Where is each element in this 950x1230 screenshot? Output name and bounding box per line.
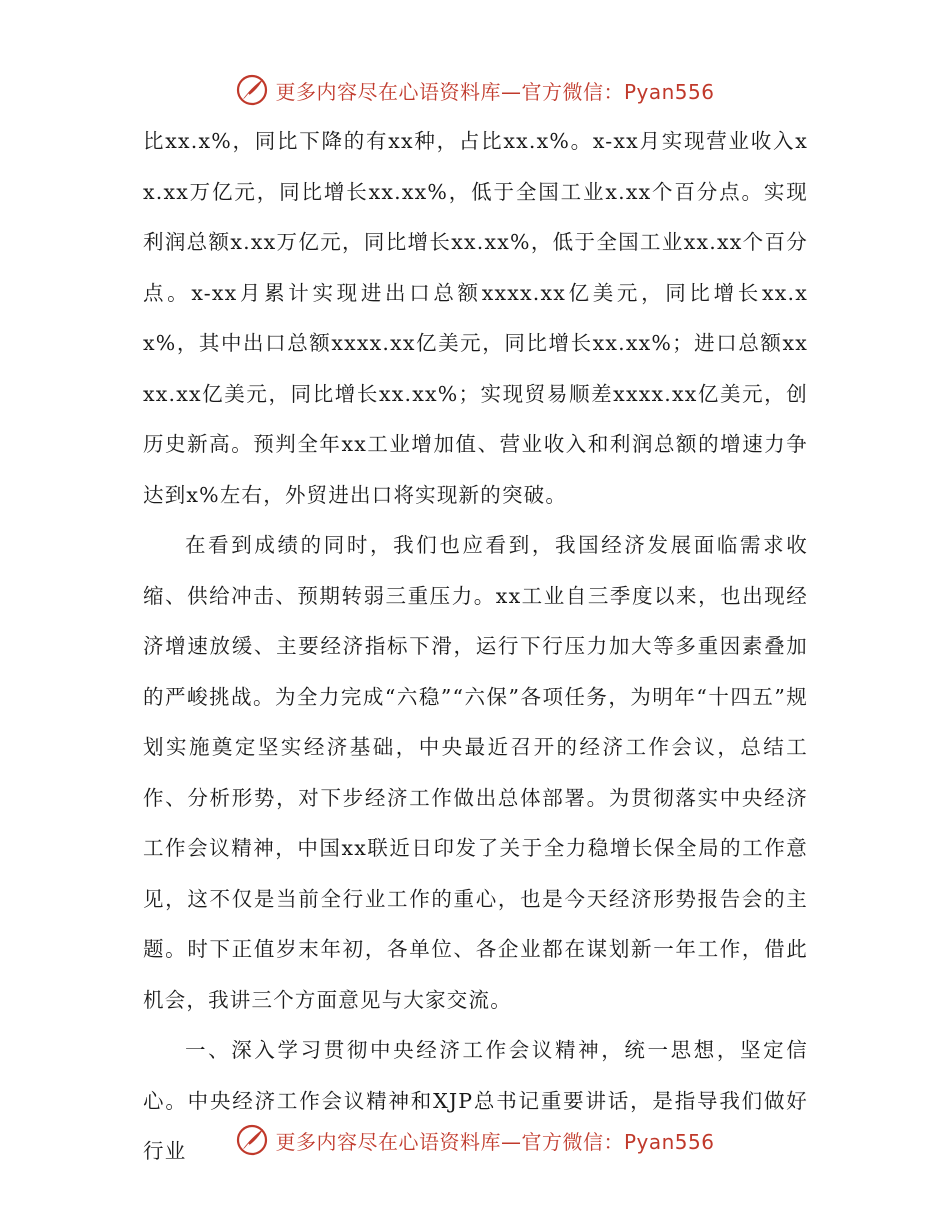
quill-pen-logo-icon [235, 73, 269, 107]
quill-pen-logo-icon [235, 1123, 269, 1157]
header-watermark-text: 更多内容尽在心语资料库—官方微信：Pyan556 [275, 79, 715, 104]
document-body [143, 116, 808, 1177]
paragraph-3: 一、深入学习贯彻中央经济工作会议精神，统一思想，坚定信心。中央经济工作会议精神和XJP总书记重要讲话，是指导我们做好行业 [143, 1038, 808, 1163]
paragraph-2: 在看到成绩的同时，我们也应看到，我国经济发展面临需求收缩、供给冲击、预期转弱三重压力。xx工业自三季度以来，也出现经济增速放缓、主要经济指标下滑，运行下行压力加大等多重因素叠加的严峻挑战。为全力完成“六稳”“六保”各项任务，为明年“十四五”规划实施奠定坚实经济基础，中央最近召开的经济工作会议，总结工作、分析形势，对下步经济工作做出总体部署。为贯彻落实中央经济工作会议精神，中国xx联近日印发了关于全力稳增长保全局的工作意见，这不仅是当前全行业工作的重心，也是今天经济形势报告会的主题。时下正值岁末年初，各单位、各企业都在谋划新一年工作，借此机会，我讲三个方面意见与大家交流。 [143, 533, 808, 1012]
header-watermark [0, 70, 950, 110]
footer-watermark-text: 更多内容尽在心语资料库—官方微信：Pyan556 [275, 1129, 715, 1154]
paragraph-1: 比xx.x%，同比下降的有xx种，占比xx.x%。x-xx月实现营业收入xx.xx万亿元，同比增长xx.xx%，低于全国工业x.xx个百分点。实现利润总额x.xx万亿元，同比增长xx.xx%，低于全国工业xx.xx个百分点。x-xx月累计实现进出口总额xxxx.xx亿美元，同比增长xx.xx%，其中出口总额xxxx.xx亿美元，同比增长xx.xx%；进口总额xxxx.xx亿美元，同比增长xx.xx%；实现贸易顺差xxxx.xx亿美元，创历史新高。预判全年xx工业增加值、营业收入和利润总额的增速力争达到x%左右，外贸进出口将实现新的突破。 [143, 129, 808, 507]
footer-watermark [0, 1120, 950, 1160]
